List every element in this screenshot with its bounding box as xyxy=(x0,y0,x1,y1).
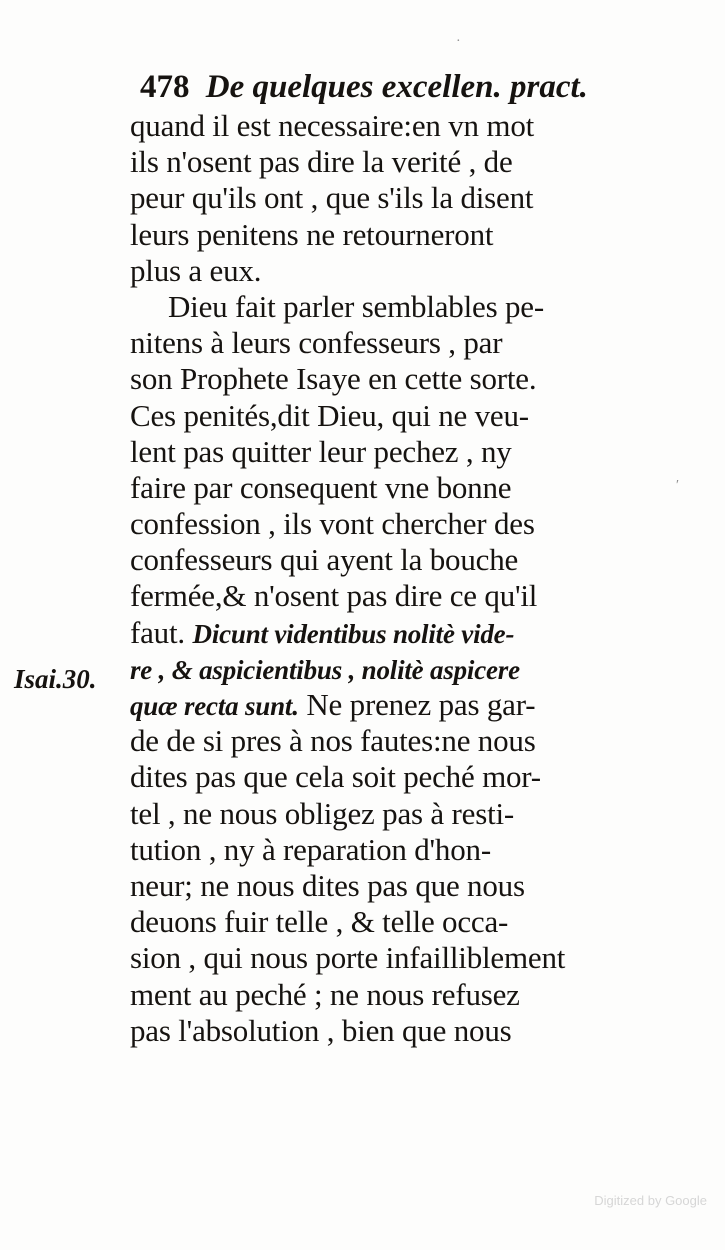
page-header xyxy=(140,68,588,106)
mixed-text-line xyxy=(130,687,640,723)
text-line: fermée,& n'osent pas dire ce qu'il xyxy=(130,578,538,614)
latin-quote-line xyxy=(130,651,640,687)
text-line: confesseurs qui ayent la bouche xyxy=(130,542,519,578)
paper-speck: · xyxy=(456,34,461,49)
text-line: de de si pres à nos fautes:ne nous xyxy=(130,723,536,759)
running-title: De quelques excellen. pract. xyxy=(205,69,588,105)
text-line: pas l'absolution , bien que nous xyxy=(130,1012,512,1048)
text-line: tution , ny à reparation d'hon- xyxy=(130,831,491,867)
text-line: dites pas que cela soit peché mor- xyxy=(130,759,541,795)
text-line: leurs penitens ne retourneront xyxy=(130,216,494,252)
text-segment: faut. xyxy=(130,614,185,650)
text-line: sion , qui nous porte infailliblement xyxy=(130,940,566,976)
digitization-watermark: Digitized by Google xyxy=(594,1193,707,1208)
latin-quote-segment: quæ recta sunt. xyxy=(130,691,299,721)
text-line: Ces penités,dit Dieu, qui ne veu- xyxy=(130,397,529,433)
text-line: nitens à leurs confesseurs , par xyxy=(130,325,503,361)
text-line: deuons fuir telle , & telle occa- xyxy=(130,904,509,940)
text-line: lent pas quitter leur pechez , ny xyxy=(130,433,512,469)
text-line: plus a eux. xyxy=(130,252,262,288)
text-segment: Ne prenez pas gar- xyxy=(306,687,536,722)
paragraph-start-line: Dieu fait parler semblables pe- xyxy=(168,288,544,324)
latin-quote-segment: Dicunt videntibus nolitè vide- xyxy=(192,618,515,649)
text-line: confession , ils vont chercher des xyxy=(130,506,535,542)
text-line: ment au peché ; ne nous refusez xyxy=(130,976,520,1012)
text-line: faire par consequent vne bonne xyxy=(130,469,512,505)
text-line: quand il est necessaire:en vn mot xyxy=(130,108,535,143)
marginal-reference: Isai.30. xyxy=(14,664,97,694)
body-text xyxy=(130,108,640,1049)
latin-quote-segment: re , & aspicientibus , nolitè aspicere xyxy=(130,654,520,685)
text-line: tel , ne nous obligez pas à resti- xyxy=(130,795,515,831)
paper-speck: ′ xyxy=(676,478,680,493)
text-line: son Prophete Isaye en cette sorte. xyxy=(130,361,537,397)
text-line: peur qu'ils ont , que s'ils la disent xyxy=(130,180,534,216)
text-line: ils n'osent pas dire la verité , de xyxy=(130,144,513,180)
text-line: neur; ne nous dites pas que nous xyxy=(130,867,525,903)
page-number: 478 xyxy=(140,69,190,105)
mixed-text-line xyxy=(130,615,640,651)
